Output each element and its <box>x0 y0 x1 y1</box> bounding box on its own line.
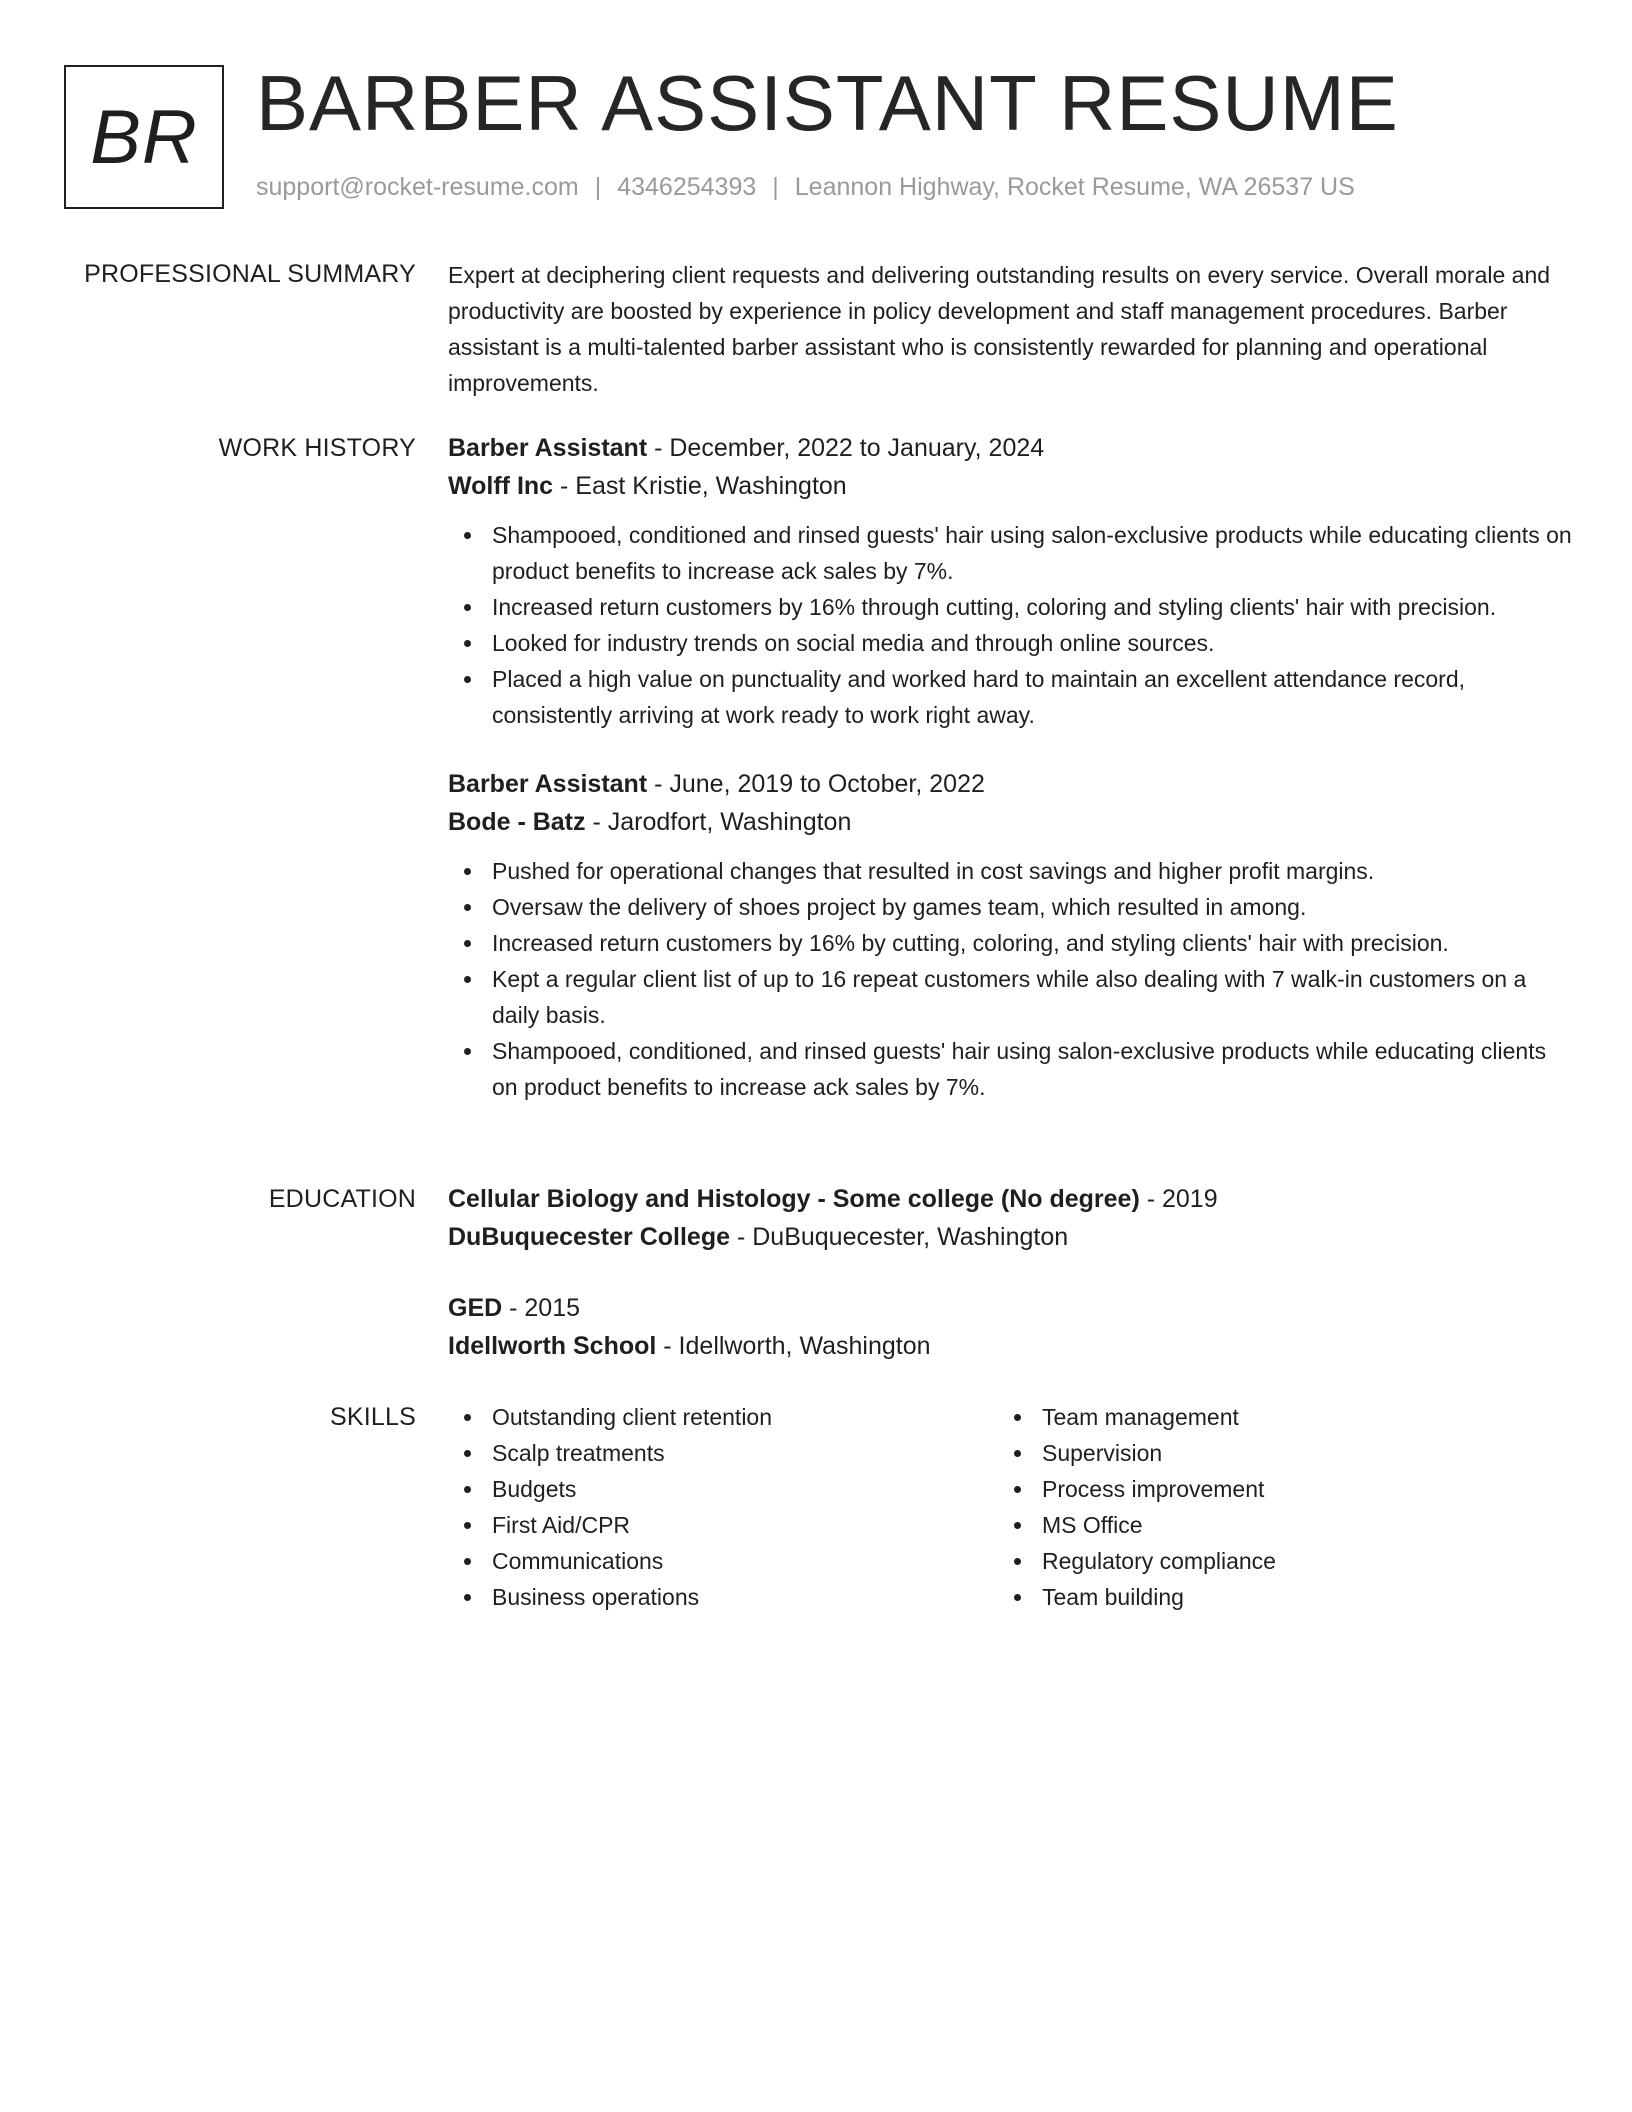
job-location: - Jarodfort, Washington <box>585 808 852 836</box>
skill-item: Regulatory compliance <box>998 1543 1548 1579</box>
education-school: DuBuquecester College <box>448 1223 731 1251</box>
section-label-summary: PROFESSIONAL SUMMARY <box>84 260 416 288</box>
page-title: BARBER ASSISTANT RESUME <box>256 59 1399 147</box>
job-bullet: Placed a high value on punctuality and worked hard to maintain an excellent attendance record, consistently arriving at work ready to work right away. <box>448 661 1578 733</box>
education-location: - Idellworth, Washington <box>656 1332 931 1360</box>
job-title-line <box>448 429 1578 467</box>
education-degree: Cellular Biology and Histology - Some college (No degree) <box>448 1185 1140 1213</box>
job-bullet: Shampooed, conditioned, and rinsed guests' hair using salon-exclusive products while educating clients on product benefits to increase ack sales by 7%. <box>448 1033 1578 1105</box>
education-school: Idellworth School <box>448 1332 657 1360</box>
skill-item: Scalp treatments <box>448 1435 998 1471</box>
skill-item: Outstanding client retention <box>448 1399 998 1435</box>
skill-item: Communications <box>448 1543 998 1579</box>
skill-item: Process improvement <box>998 1471 1548 1507</box>
job-company: Bode - Batz <box>448 808 586 836</box>
job-bullet: Increased return customers by 16% through cutting, coloring and styling clients' hair with precision. <box>448 589 1578 625</box>
contact-address: Leannon Highway, Rocket Resume, WA 26537 US <box>794 173 1355 201</box>
job-title: Barber Assistant <box>448 434 648 462</box>
job-dates: - December, 2022 to January, 2024 <box>647 434 1045 462</box>
section-label-work-history: WORK HISTORY <box>218 434 416 462</box>
resume-header <box>64 59 1568 211</box>
contact-line <box>256 173 1355 202</box>
contact-separator: | <box>772 173 779 201</box>
skill-item: Team building <box>998 1579 1548 1615</box>
skill-item: First Aid/CPR <box>448 1507 998 1543</box>
job-bullet: Looked for industry trends on social media and through online sources. <box>448 625 1578 661</box>
job-bullet-list <box>448 517 1578 733</box>
job-bullet: Shampooed, conditioned and rinsed guests' hair using salon-exclusive products while educating clients on product benefits to increase ack sales by 7%. <box>448 517 1578 589</box>
summary-text: Expert at deciphering client requests and delivering outstanding results on every service. Overall morale and productivity are boosted by experience in policy development and staff management procedures. Barber assistant is a multi-talented barber assistant who is consistently rewarded for planning and operational improvements. <box>448 262 1551 396</box>
monogram-badge: BR <box>64 65 224 209</box>
job-company-line <box>448 467 1578 505</box>
section-label-education: EDUCATION <box>268 1185 416 1213</box>
education-entry <box>448 1289 1578 1365</box>
skills-column-right <box>998 1399 1548 1615</box>
education-degree: GED <box>448 1294 503 1322</box>
job-company-line <box>448 803 1578 841</box>
education-year: - 2015 <box>502 1294 581 1322</box>
skill-item: Budgets <box>448 1471 998 1507</box>
section-label-skills: SKILLS <box>330 1403 416 1431</box>
education-year: - 2019 <box>1139 1185 1218 1213</box>
job-bullet-list <box>448 853 1578 1105</box>
job-bullet: Pushed for operational changes that resulted in cost savings and higher profit margins. <box>448 853 1578 889</box>
job-entry <box>448 765 1578 1105</box>
job-entry <box>448 429 1578 733</box>
job-bullet: Increased return customers by 16% by cutting, coloring, and styling clients' hair with precision. <box>448 925 1578 961</box>
education-location: - DuBuquecester, Washington <box>730 1223 1069 1251</box>
skill-item: MS Office <box>998 1507 1548 1543</box>
job-dates: - June, 2019 to October, 2022 <box>647 770 985 798</box>
job-title: Barber Assistant <box>448 770 648 798</box>
skill-item: Supervision <box>998 1435 1548 1471</box>
skills-list <box>448 1399 998 1615</box>
job-company: Wolff Inc <box>448 472 554 500</box>
job-location: - East Kristie, Washington <box>553 472 847 500</box>
skills-columns <box>448 1399 1578 1615</box>
education-school-line <box>448 1327 1578 1365</box>
education-entry <box>448 1180 1578 1256</box>
contact-separator: | <box>594 173 602 201</box>
skill-item: Business operations <box>448 1579 998 1615</box>
job-bullet: Kept a regular client list of up to 16 repeat customers while also dealing with 7 walk-in customers on a daily basis. <box>448 961 1578 1033</box>
job-bullet: Oversaw the delivery of shoes project by games team, which resulted in among. <box>448 889 1578 925</box>
education-degree-line <box>448 1180 1578 1218</box>
job-title-line <box>448 765 1578 803</box>
skills-list <box>998 1399 1548 1615</box>
education-degree-line <box>448 1289 1578 1327</box>
education-school-line <box>448 1218 1578 1256</box>
skill-item: Team management <box>998 1399 1548 1435</box>
contact-phone: 4346254393 <box>617 173 757 201</box>
skills-column-left <box>448 1399 998 1615</box>
contact-email: support@rocket-resume.com <box>256 173 579 201</box>
